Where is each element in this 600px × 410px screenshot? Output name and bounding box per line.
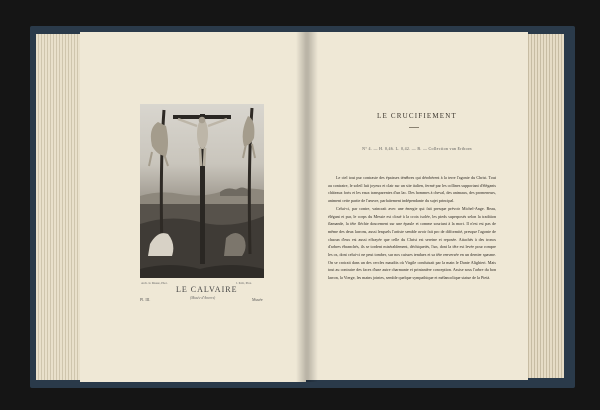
plate-title: LE CALVAIRE [176,285,238,294]
book-gutter [296,32,318,382]
chapter-body [328,174,496,282]
paragraph-2: Celui-ci, par contre, vaincrait avec une énergie qui fait presque prévoir Michel-Ange. Beau, élégant et pur, le corps du Messie est cloué à la croix isolée, les pieds superposés selon la tradition flamande, la tête fléchie doucement sur une épaule et comme souriant à la mort. Il n'est est pas de même des deux larrons, aussi lesquels l'artiste semble avoir fait pro de difformité, presque l'agonie de chacun d'eux est aussi effrayée que celle du Christ est sereine et reposée. Attachés à des troncs d'arbres ébranchés, ils se tordent misérablement, déchiquetés, l'un, dont la tête est levée pour rompre les os, dont celui-ci ne peut tomber, sur nos cuisses tendues et sa tête renversée en un dernier spasme. On se croirait dans un des cercles maudits où Virgile conduisait par la main le Dante Alighieri. Mais tout au contraire des faces d'une autre charmante et printanière conception. Assise sous l'arbre du bon larron, la Vierge, les mains jointes, semble quelque sympathique et mélancolique statue de la Pietà. [328,205,496,281]
left-page-stack [36,34,84,380]
photo-credit-right: J. Petit, Phot. [236,281,252,285]
right-page-stack [526,34,564,378]
photo-credit-left: Arch. Io Musée, Phot. [141,281,168,285]
painting-reference: N° 4. — H. 0,46. L. 0,42. — B. — Collection van Ertborn [362,146,472,151]
paragraph-1: Le ciel tout pur contraste des épaisses ténèbres qui dérobèrent à la terre l'agonie du Christ. Tout au contraire, le soleil luit joyeux et clair sur un site italien, fermé par les collines supportant d'élégants châteaux forts et les eaux transparentes d'un lac. Des hommes à cheval, des animaux, des promeneurs, animent cette partie de l'œuvre, parfaitement indépendante du sujet principal. [328,175,496,204]
plate-subtitle: (Musée d'Anvers) [190,296,216,300]
chapter-title: LE CRUCIFIEMENT [376,112,458,120]
title-rule [409,127,419,128]
plate-number: Pl. III. [140,297,151,302]
plate-collection: Musée [252,297,263,302]
crucifixion-plate-image [140,104,264,278]
